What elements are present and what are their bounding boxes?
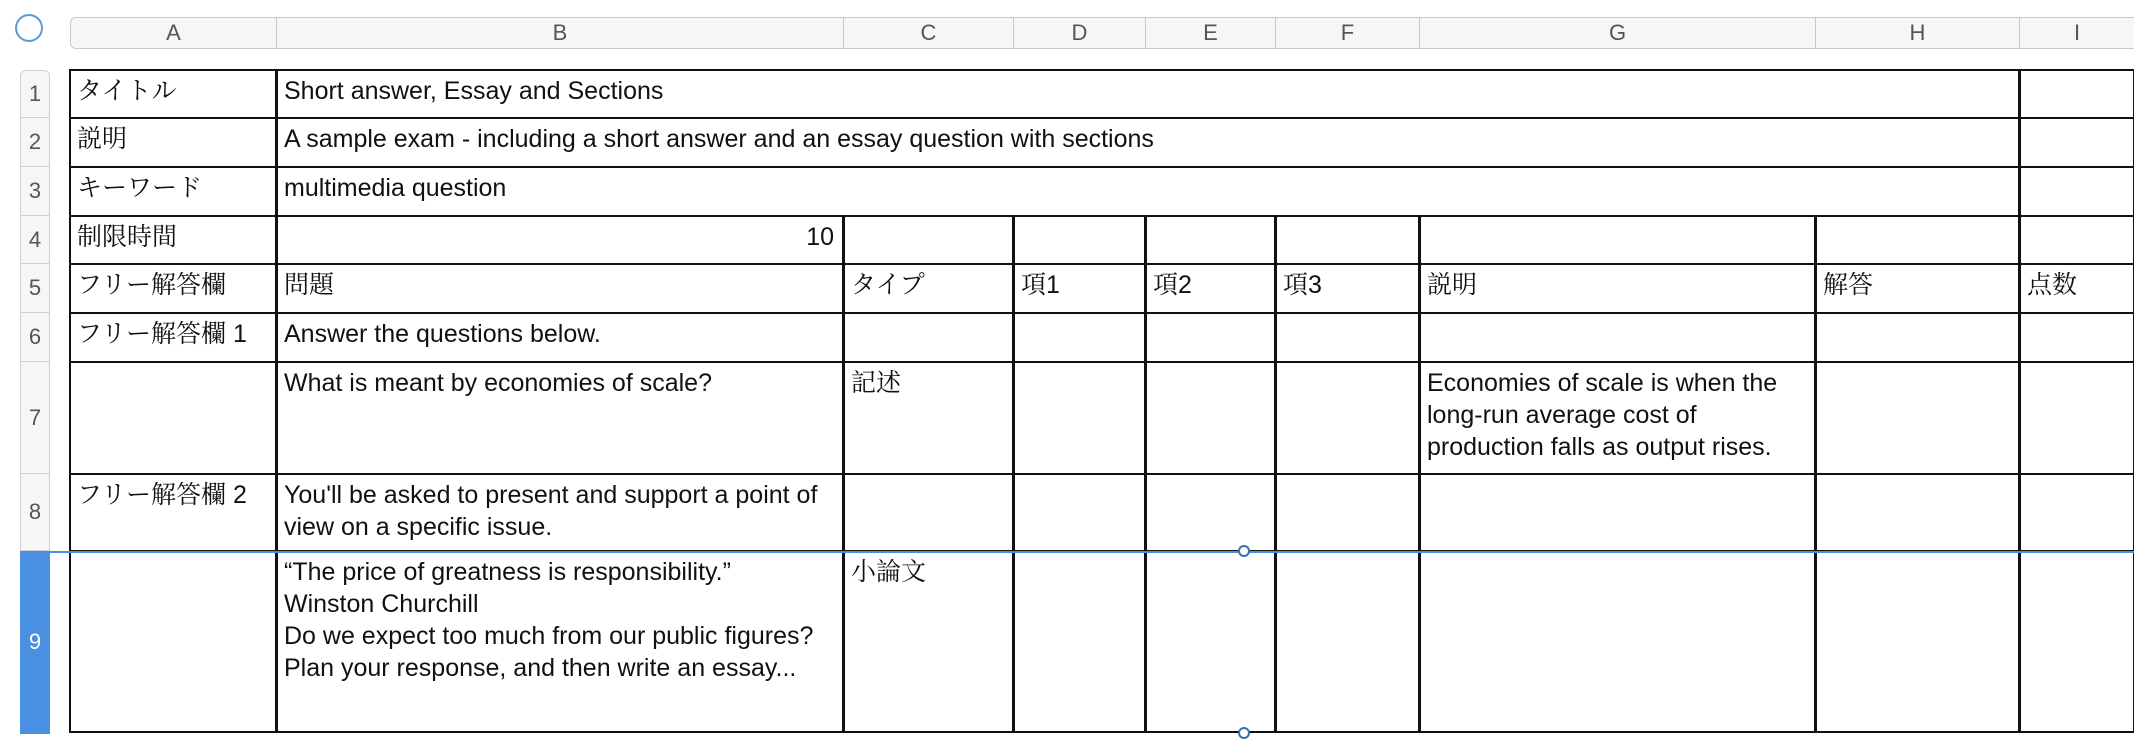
cell-g8[interactable] xyxy=(1419,473,1816,552)
row-header-7[interactable]: 7 xyxy=(20,362,50,474)
selection-resize-handle-top[interactable] xyxy=(1238,545,1250,557)
selection-resize-handle-bottom[interactable] xyxy=(1238,727,1250,739)
cell-i4[interactable] xyxy=(2019,215,2134,265)
cell-b2[interactable]: A sample exam - including a short answer and an essay question with sections xyxy=(276,117,2020,168)
row-header-9[interactable]: 9 xyxy=(20,551,50,734)
cell-c5[interactable]: タイプ xyxy=(843,263,1014,314)
column-header-a[interactable]: A xyxy=(70,17,277,49)
column-header-b[interactable]: B xyxy=(277,17,844,49)
cell-i5[interactable]: 点数 xyxy=(2019,263,2134,314)
row-header-2[interactable]: 2 xyxy=(20,118,50,167)
cell-i3[interactable] xyxy=(2019,166,2134,217)
column-header-d[interactable]: D xyxy=(1014,17,1146,49)
cell-a8[interactable]: フリー解答欄 2 xyxy=(69,473,277,552)
cell-c4[interactable] xyxy=(843,215,1014,265)
cell-d8[interactable] xyxy=(1013,473,1146,552)
cell-h9[interactable] xyxy=(1815,550,2020,733)
column-header-e[interactable]: E xyxy=(1146,17,1276,49)
cell-d4[interactable] xyxy=(1013,215,1146,265)
cell-h8[interactable] xyxy=(1815,473,2020,552)
cell-b9[interactable]: “The price of greatness is responsibility.” Winston Churchill Do we expect too much from our public figures? Plan your response, and then write an essay... xyxy=(276,550,844,733)
cell-g9[interactable] xyxy=(1419,550,1816,733)
cell-a2[interactable]: 説明 xyxy=(69,117,277,168)
cell-e8[interactable] xyxy=(1145,473,1276,552)
cell-i7[interactable] xyxy=(2019,361,2134,475)
row-header-4[interactable]: 4 xyxy=(20,216,50,264)
cell-c7[interactable]: 記述 xyxy=(843,361,1014,475)
cell-i6[interactable] xyxy=(2019,312,2134,363)
cell-a4[interactable]: 制限時間 xyxy=(69,215,277,265)
cell-a5[interactable]: フリー解答欄 xyxy=(69,263,277,314)
row-header-8[interactable]: 8 xyxy=(20,474,50,551)
row-header-6[interactable]: 6 xyxy=(20,313,50,362)
cell-a9[interactable] xyxy=(69,550,277,733)
cell-b3[interactable]: multimedia question xyxy=(276,166,2020,217)
cell-d9[interactable] xyxy=(1013,550,1146,733)
select-all-circle-icon xyxy=(15,14,43,42)
cell-f6[interactable] xyxy=(1275,312,1420,363)
cell-b1[interactable]: Short answer, Essay and Sections xyxy=(276,69,2020,119)
row-selection-top-edge xyxy=(50,551,2134,553)
cell-b7[interactable]: What is meant by economies of scale? xyxy=(276,361,844,475)
column-header-c[interactable]: C xyxy=(844,17,1014,49)
cell-h5[interactable]: 解答 xyxy=(1815,263,2020,314)
cell-g7[interactable]: Economies of scale is when the long-run average cost of production falls as output rises. xyxy=(1419,361,1816,475)
cell-i9[interactable] xyxy=(2019,550,2134,733)
cell-b8[interactable]: You'll be asked to present and support a point of view on a specific issue. xyxy=(276,473,844,552)
cell-g5[interactable]: 説明 xyxy=(1419,263,1816,314)
column-header-g[interactable]: G xyxy=(1420,17,1816,49)
row-header-3[interactable]: 3 xyxy=(20,167,50,216)
cell-i1[interactable] xyxy=(2019,69,2134,119)
cell-h6[interactable] xyxy=(1815,312,2020,363)
cell-d6[interactable] xyxy=(1013,312,1146,363)
cell-h4[interactable] xyxy=(1815,215,2020,265)
cell-f4[interactable] xyxy=(1275,215,1420,265)
cell-e7[interactable] xyxy=(1145,361,1276,475)
cell-b4[interactable]: 10 xyxy=(276,215,844,265)
cell-d7[interactable] xyxy=(1013,361,1146,475)
cell-e6[interactable] xyxy=(1145,312,1276,363)
cell-b6[interactable]: Answer the questions below. xyxy=(276,312,844,363)
cell-e9[interactable] xyxy=(1145,550,1276,733)
select-all-button[interactable] xyxy=(6,10,52,50)
cell-c9[interactable]: 小論文 xyxy=(843,550,1014,733)
cell-a3[interactable]: キーワード xyxy=(69,166,277,217)
cell-f8[interactable] xyxy=(1275,473,1420,552)
cell-c8[interactable] xyxy=(843,473,1014,552)
cell-d5[interactable]: 項1 xyxy=(1013,263,1146,314)
row-header-5[interactable]: 5 xyxy=(20,264,50,313)
cell-f9[interactable] xyxy=(1275,550,1420,733)
cell-i2[interactable] xyxy=(2019,117,2134,168)
cell-b5[interactable]: 問題 xyxy=(276,263,844,314)
cell-h7[interactable] xyxy=(1815,361,2020,475)
cell-i8[interactable] xyxy=(2019,473,2134,552)
cell-a7[interactable] xyxy=(69,361,277,475)
column-header-h[interactable]: H xyxy=(1816,17,2020,49)
cell-g6[interactable] xyxy=(1419,312,1816,363)
row-header-1[interactable]: 1 xyxy=(20,70,50,118)
cell-c6[interactable] xyxy=(843,312,1014,363)
cell-f7[interactable] xyxy=(1275,361,1420,475)
cell-e5[interactable]: 項2 xyxy=(1145,263,1276,314)
cell-f5[interactable]: 項3 xyxy=(1275,263,1420,314)
cell-a6[interactable]: フリー解答欄 1 xyxy=(69,312,277,363)
cell-e4[interactable] xyxy=(1145,215,1276,265)
column-header-i[interactable]: I xyxy=(2020,17,2134,49)
cell-g4[interactable] xyxy=(1419,215,1816,265)
cell-a1[interactable]: タイトル xyxy=(69,69,277,119)
column-header-f[interactable]: F xyxy=(1276,17,1420,49)
